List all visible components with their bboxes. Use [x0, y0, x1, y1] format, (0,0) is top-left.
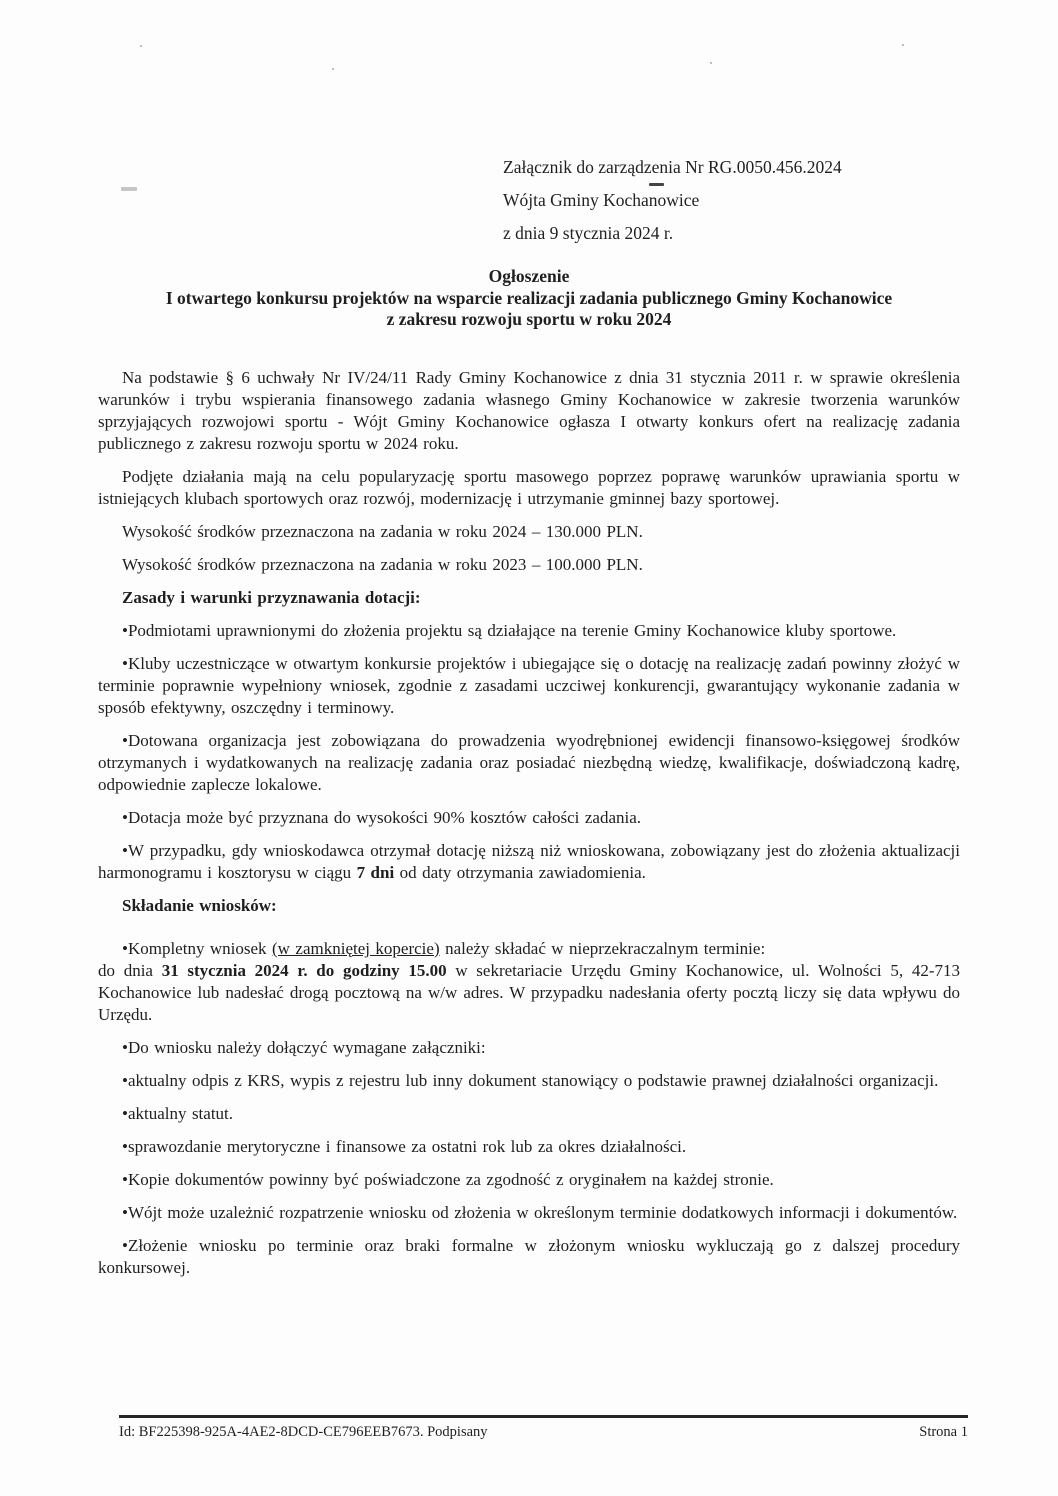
text-segment: •Wójt może uzależnić rozpatrzenie wniosku od złożenia w określonym terminie dodatkowych informacji i dokumentów. — [122, 1203, 958, 1222]
text-segment: do dnia — [98, 961, 162, 980]
text-segment: •Złożenie wniosku po terminie oraz braki formalne w złożonym wniosku wykluczają go z dalszej procedury konkursowej. — [98, 1236, 960, 1277]
body-paragraph-12 — [98, 1037, 960, 1059]
scan-speck — [332, 68, 334, 70]
body-paragraph-4 — [98, 587, 960, 609]
text-segment: •aktualny statut. — [122, 1104, 234, 1123]
date-line: z dnia 9 stycznia 2024 r. — [503, 223, 674, 243]
body-paragraph-14 — [98, 1103, 960, 1125]
title-line-announcement: Ogłoszenie — [488, 266, 570, 286]
title-line-scope: z zakresu rozwoju sportu w roku 2024 — [386, 309, 672, 329]
text-segment: Na podstawie § 6 uchwały Nr IV/24/11 Rady Gminy Kochanowice z dnia 31 stycznia 2011 r. w sprawie określenia warunków i trybu wspierania finansowego zadania własnego Gminy Kochanowice w zakresie tworzenia warunków sprzyjających rozwojowi sportu - Wójt Gminy Kochanowice ogłasza I otwarty konkurs ofert na realizację zadania publicznego z zakresu rozwoju sportu w 2024 roku. — [98, 368, 960, 453]
body-paragraph-15 — [98, 1136, 960, 1158]
body-paragraph-17 — [98, 1202, 960, 1224]
body-paragraph-2 — [98, 521, 960, 543]
scan-speck — [902, 44, 904, 46]
scan-speck — [140, 45, 142, 47]
body-paragraph-8 — [98, 807, 960, 829]
body-paragraph-11 — [98, 938, 960, 1026]
text-segment: •aktualny odpis z KRS, wypis z rejestru lub inny dokument stanowiący o podstawie prawnej działalności organizacji. — [122, 1071, 939, 1090]
attachment-header — [503, 151, 842, 250]
title-line-contest: I otwartego konkursu projektów na wsparcie realizacji zadania publicznego Gminy Kochanowice — [165, 287, 893, 308]
text-segment: 31 stycznia 2024 r. do godziny 15.00 — [161, 961, 447, 980]
scan-speck — [710, 62, 712, 64]
body-paragraph-6 — [98, 653, 960, 719]
text-segment: •Kopie dokumentów powinny być poświadczone za zgodność z oryginałem na każdej stronie. — [122, 1170, 774, 1189]
document-title — [98, 266, 960, 331]
text-segment: Składanie wniosków: — [122, 896, 277, 915]
text-segment: •Kluby uczestniczące w otwartym konkursie projektów i ubiegające się o dotację na realizację zadań powinny złożyć w terminie poprawnie wypełniony wniosek, zgodnie z zasadami uczciwej konkurencji, gwarantujący wykonanie zadania w sposób efektywny, oszczędny i terminowy. — [98, 654, 960, 717]
body-paragraph-1 — [98, 466, 960, 510]
text-segment: w sekretariacie Urzędu Gminy Kochanowice, ul. Wolności 5, 42-713 Kochanowice lub nadesłać drogą pocztową na w/w adres. W przypadku nadesłania oferty pocztą liczy się data wpływu do Urzędu. — [98, 961, 960, 1024]
text-segment: Wysokość środków przeznaczona na zadania w roku 2024 – 130.000 PLN. — [122, 522, 643, 541]
issuer-line: Wójta Gminy Kochanowice — [503, 190, 700, 210]
attachment-reference-line: Załącznik do zarządzenia Nr RG.0050.456.2024 — [503, 157, 842, 177]
text-segment: Zasady i warunki przyznawania dotacji: — [122, 588, 421, 607]
text-segment: •Do wniosku należy dołączyć wymagane załączniki: — [122, 1038, 486, 1057]
body-paragraph-7 — [98, 730, 960, 796]
text-segment: Wysokość środków przeznaczona na zadania w roku 2023 – 100.000 PLN. — [122, 555, 643, 574]
scan-smudge-artifact — [121, 187, 137, 191]
page-footer — [119, 1415, 968, 1441]
document-body — [98, 367, 960, 1290]
body-paragraph-10 — [98, 895, 960, 917]
text-segment: należy składać w nieprzekraczalnym terminie: — [439, 939, 766, 958]
text-segment: (w zamkniętej kopercie) — [272, 939, 440, 958]
text-segment: •Kompletny wniosek — [122, 939, 273, 958]
text-segment: Podjęte działania mają na celu popularyzację sportu masowego poprzez poprawę warunków uprawiania sportu w istniejących klubach sportowych oraz rozwój, modernizację i utrzymanie gminnej bazy sportowej. — [98, 467, 960, 508]
footer-page-number: Strona 1 — [919, 1424, 968, 1440]
text-segment: 7 dni — [356, 863, 395, 882]
text-segment: •Podmiotami uprawnionymi do złożenia projektu są działające na terenie Gminy Kochanowice kluby sportowe. — [122, 621, 897, 640]
body-paragraph-18 — [98, 1235, 960, 1279]
body-paragraph-3 — [98, 554, 960, 576]
text-segment: •Dotowana organizacja jest zobowiązana do prowadzenia wyodrębnionej ewidencji finansowo-księgowej środków otrzymanych i wydatkowanych na realizację zadania oraz posiadać niezbędną wiedzę, kwalifikacje, doświadczoną kadrę, odpowiednie zaplecze lokalowe. — [98, 731, 960, 794]
body-paragraph-5 — [98, 620, 960, 642]
text-segment: •sprawozdanie merytoryczne i finansowe za ostatni rok lub za okres działalności. — [122, 1137, 687, 1156]
body-paragraph-13 — [98, 1070, 960, 1092]
body-paragraph-16 — [98, 1169, 960, 1191]
body-paragraph-9 — [98, 840, 960, 884]
text-segment: •Dotacja może być przyznana do wysokości 90% kosztów całości zadania. — [122, 808, 642, 827]
footer-document-id: Id: BF225398-925A-4AE2-8DCD-CE796EEB7673. Podpisany — [119, 1424, 488, 1440]
text-segment: •W przypadku, gdy wnioskodawca otrzymał dotację niższą niż wnioskowana, zobowiązany jest do złożenia aktualizacji harmonogramu i kosztorysu w ciągu — [98, 841, 960, 882]
text-segment: od daty otrzymania zawiadomienia. — [394, 863, 646, 882]
body-paragraph-0 — [98, 367, 960, 455]
